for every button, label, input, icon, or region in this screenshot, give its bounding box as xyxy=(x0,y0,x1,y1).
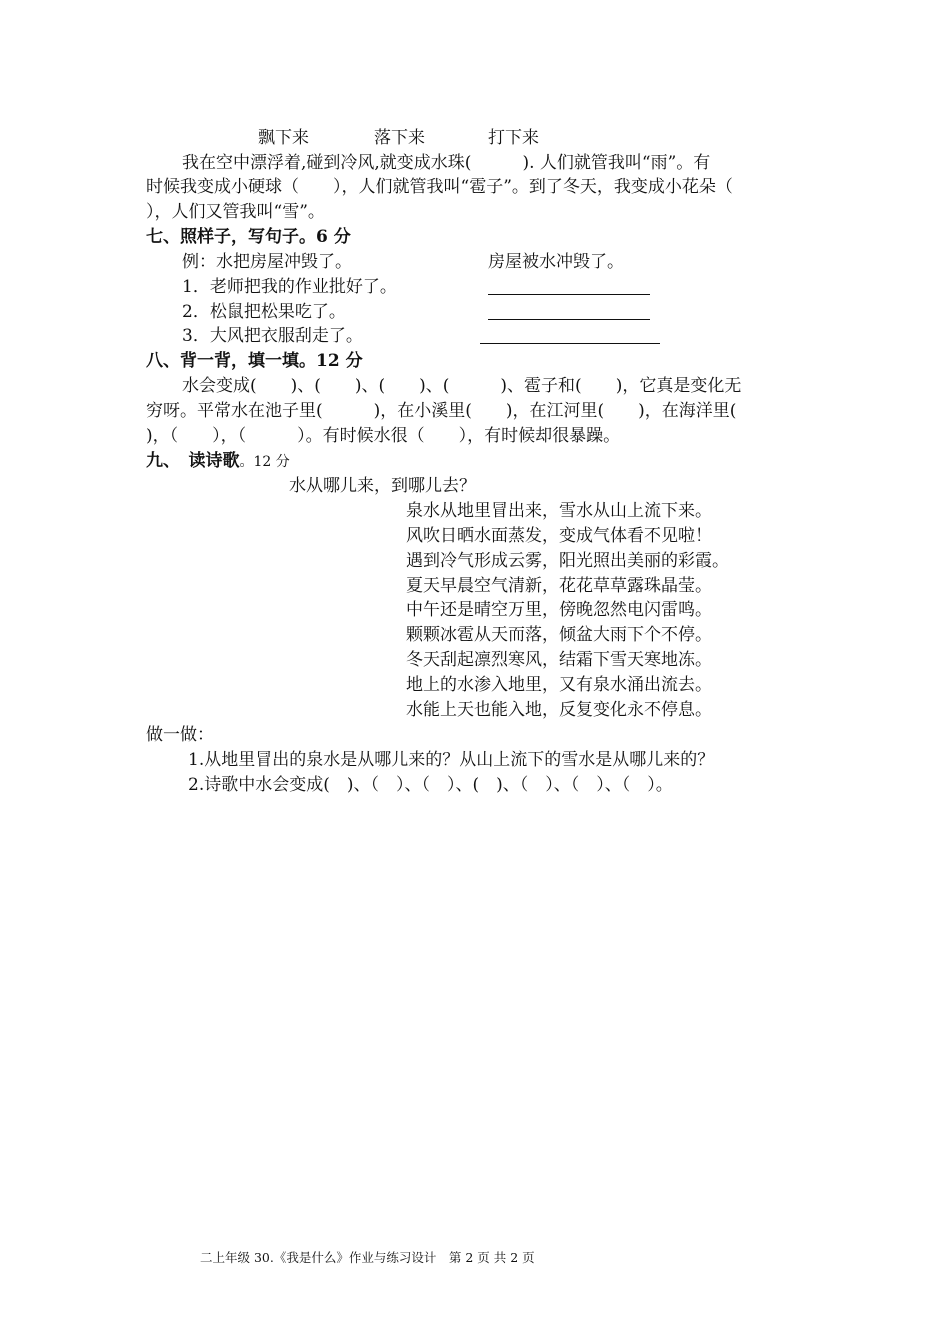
fill-line-1: 水会变成( )、( )、( )、( )、雹子和( )，它真是变化无 xyxy=(182,376,742,396)
poem-line-7: 冬天刮起凛烈寒风，结霜下雪天寒地冻。 xyxy=(406,650,712,670)
poem-line-4: 夏天早晨空气清新，花花草草露珠晶莹。 xyxy=(406,576,712,596)
poem-line-6: 颗颗冰雹从天而落，倾盆大雨下个不停。 xyxy=(406,625,712,645)
section-8-heading: 八、背一背，填一填。12 分 xyxy=(146,351,363,371)
section-7-heading: 七、照样子，写句子。6 分 xyxy=(146,227,351,247)
poem-line-1: 泉水从地里冒出来，雪水从山上流下来。 xyxy=(406,501,712,521)
example-answer: 房屋被水冲毁了。 xyxy=(488,252,624,272)
poem-line-9: 水能上天也能入地，反复变化永不停息。 xyxy=(406,700,712,720)
word-choice-1: 飘下来 xyxy=(258,128,309,148)
exercise-item-2: 2．松鼠把松果吃了。 xyxy=(182,302,346,322)
section-9-title: 九、 读诗歌 xyxy=(146,451,240,471)
answer-line-1[interactable] xyxy=(488,294,650,295)
fill-line-2: 穷呀。平常水在池子里( )，在小溪里( )，在江河里( )，在海洋里( xyxy=(146,401,737,421)
section-9-score: 。12 分 xyxy=(239,454,290,470)
word-choice-3: 打下来 xyxy=(488,128,539,148)
answer-line-2[interactable] xyxy=(488,319,650,320)
example-sentence: 例：水把房屋冲毁了。 xyxy=(182,252,352,272)
exercise-item-3: 3．大风把衣服刮走了。 xyxy=(182,326,363,346)
passage-line-1: 我在空中漂浮着,碰到冷风,就变成水珠( ). 人们就管我叫“雨”。有 xyxy=(182,153,711,173)
word-choice-2: 落下来 xyxy=(374,128,425,148)
task-label: 做一做： xyxy=(146,725,214,745)
passage-line-3: ），人们又管我叫“雪”。 xyxy=(146,202,325,222)
poem-line-2: 风吹日晒水面蒸发，变成气体看不见啦！ xyxy=(406,526,712,546)
passage-line-2: 时候我变成小硬球（ ），人们就管我叫“雹子”。到了冬天，我变成小花朵（ xyxy=(146,177,733,197)
section-9-heading xyxy=(146,449,290,474)
poem-line-8: 地上的水渗入地里，又有泉水涌出流去。 xyxy=(406,675,712,695)
poem-line-3: 遇到冷气形成云雾，阳光照出美丽的彩霞。 xyxy=(406,551,729,571)
answer-line-3[interactable] xyxy=(480,343,660,344)
question-2: 2.诗歌中水会变成( )、（ ）、（ ）、( )、（ ）、（ ）、（ ）。 xyxy=(188,775,673,795)
page-footer: 二上年级 30.《我是什么》作业与练习设计 第 2 页 共 2 页 xyxy=(200,1250,535,1265)
question-1: 1.从地里冒出的泉水是从哪儿来的？从山上流下的雪水是从哪儿来的？ xyxy=(188,750,715,770)
poem-title: 水从哪儿来，到哪儿去？ xyxy=(289,476,476,496)
fill-line-3: )，（ ），（ ）。有时候水很（ ），有时候却很暴躁。 xyxy=(146,426,621,446)
poem-line-5: 中午还是晴空万里，傍晚忽然电闪雷鸣。 xyxy=(406,600,712,620)
exercise-item-1: 1．老师把我的作业批好了。 xyxy=(182,277,397,297)
